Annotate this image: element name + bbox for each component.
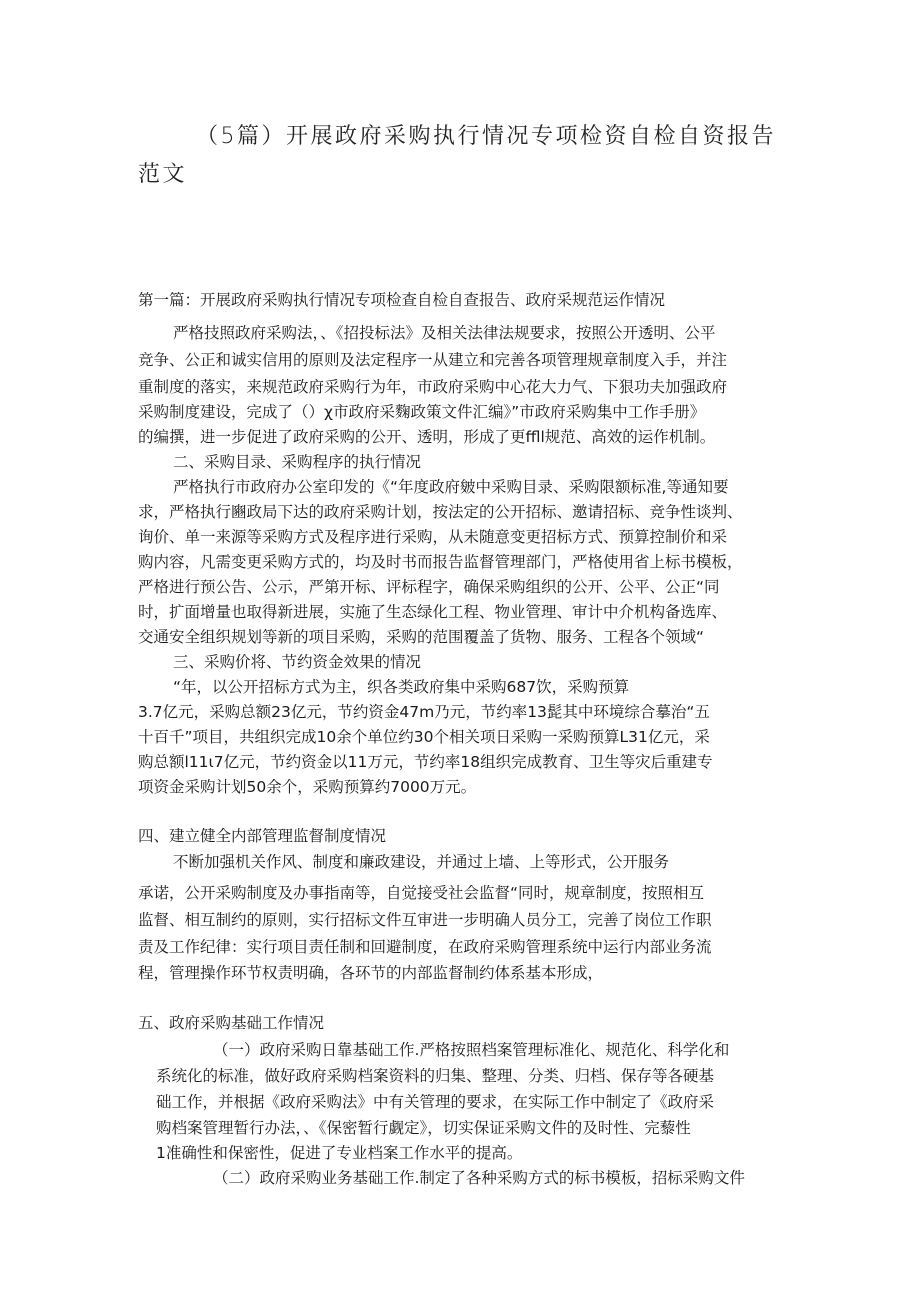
paragraph-4-line: 监督、相互制约的原则，实行招标文件互审进一步明确人员分工，完善了岗位工作职 bbox=[138, 911, 712, 929]
paragraph-2-line: 求，严格执行豳政局下达的政府采购计划，按法定的公开招标、邀请招标、竞争性谈判、 bbox=[138, 503, 743, 521]
section-5-heading: 五、政府采购基础工作情况 bbox=[138, 1014, 325, 1032]
document-title bbox=[138, 118, 798, 194]
title-line-2: 范文 bbox=[138, 162, 188, 187]
title-line-1: （5篇）开展政府采购执行情况专项检资自检自资报告 bbox=[196, 124, 776, 149]
paragraph-3-line: “年，以公开招标方式为主，织各类政府集中采购687饮，采购预算 bbox=[173, 678, 630, 696]
section-2-heading: 二、采购目录、采购程序的执行情况 bbox=[173, 453, 422, 471]
paragraph-5-line: 系统化的标准，做好政府采购档案资料的归集、整理、分类、归档、保存等各硬基 bbox=[156, 1067, 715, 1085]
paragraph-3-line: 十百千”项目，共组织完成10余个单位约30个相关项日采购一采购预算L31亿元，采 bbox=[138, 728, 710, 746]
paragraph-4-line: 责及工作纪律：实行项目责任制和回避制度，在政府采购管理系统中运行内部业务流 bbox=[138, 938, 712, 956]
paragraph-2-line: 严格执行市政府办公室印发的《“年度政府皴中采购目录、采购限额标准,等通知要 bbox=[173, 478, 729, 496]
paragraph-2-line: 时，扩面增量也取得新进展，实施了生态绿化工程、物业管理、审计中介机构备选库、 bbox=[138, 603, 728, 621]
paragraph-2-line: 询价、单一来源等采购方式及程序进行采购，从未随意变更招标方式、预算控制价和采 bbox=[138, 528, 728, 546]
paragraph-5-line: 础工作，并根据《政府采购法》中有关管理的要求，在实际工作中制定了《政府采 bbox=[156, 1093, 715, 1111]
paragraph-4-line: 不断加强机关作风、制度和廉政建设，并通过上墙、上等形式，公开服务 bbox=[173, 853, 670, 871]
paragraph-2-line: 购内容，凡需变更采购方式的，均及时书而报告监督管理部门，严格使用省上标书模板， bbox=[138, 553, 743, 571]
paragraph-5-line: （一）政府采购日靠基础工作.严格按照档案管理标准化、规范化、科学化和 bbox=[213, 1041, 730, 1059]
paragraph-3-line: 项资金采购计划50余个，采购预算约7000万元。 bbox=[138, 778, 477, 796]
paragraph-1-line: 重制度的落实，来规范政府采购行为年，市政府采购中心花大力气、下狠功夫加强政府 bbox=[138, 378, 728, 396]
paragraph-3-line: 购总额l11ι7亿元，节约资金以11万元，节约率18组织完成教育、卫生等灾后重建专 bbox=[138, 753, 713, 771]
paragraph-1-line: 的编撰，进一步促进了政府采购的公开、透明，形成了更ffll规范、高效的运作机制。 bbox=[138, 428, 716, 446]
paragraph-1-line: 采购制度建设，完成了（）χ市政府采麴政策文件汇编》”市政府采购集中工作手册》 bbox=[138, 403, 706, 421]
paragraph-2-line: 严格进行预公告、公示，严第开标、评标程字，确保采购组织的公开、公平、公正“同 bbox=[138, 578, 720, 596]
paragraph-5-line: 购档案管理暂行办法，、《保密暂行觑定》，切实保证采购文件的及时性、完藜性 bbox=[156, 1119, 691, 1137]
section-1-heading: 第一篇：开展政府采购执行情况专项检查自检自查报告、政府采规范运作情况 bbox=[138, 291, 666, 309]
section-4-heading: 四、建立健全内部管理监督制度情况 bbox=[138, 827, 387, 845]
paragraph-2-line: 交通安全组织规划等新的项目采购，采购的范围覆盖了货物、服务、工程各个领域“ bbox=[138, 628, 705, 646]
paragraph-3-line: 3.7亿元，采购总额23亿元，节约资金47m乃元，节约率13髭其中环境综合摹治“五 bbox=[138, 703, 710, 721]
paragraph-1-line: 严格技照政府采购法，、《招投标法》及相关法律法规要求，按照公开透明、公平 bbox=[173, 324, 716, 342]
paragraph-1-line: 竞争、公正和诚实信用的原则及法定程序一从建立和完善各项管理规章制度入手，并注 bbox=[138, 351, 728, 369]
section-3-heading: 三、采购价将、节约资金效果的情况 bbox=[173, 653, 422, 671]
paragraph-4-line: 程，管理操作环节权责明确，各环节的内部监督制约体系基本形成， bbox=[138, 964, 604, 982]
paragraph-5-line: （二）政府采购业务基础工作.制定了各种采购方式的标书模板，招标采购文件 bbox=[213, 1169, 745, 1187]
paragraph-4-line: 承诺，公开采购制度及办事指南等，自觉接受社会监督“同时，规章制度，按照相互 bbox=[138, 884, 705, 902]
paragraph-5-line: 1准确性和保密性，促进了专业档案工作水平的提高。 bbox=[156, 1144, 523, 1162]
